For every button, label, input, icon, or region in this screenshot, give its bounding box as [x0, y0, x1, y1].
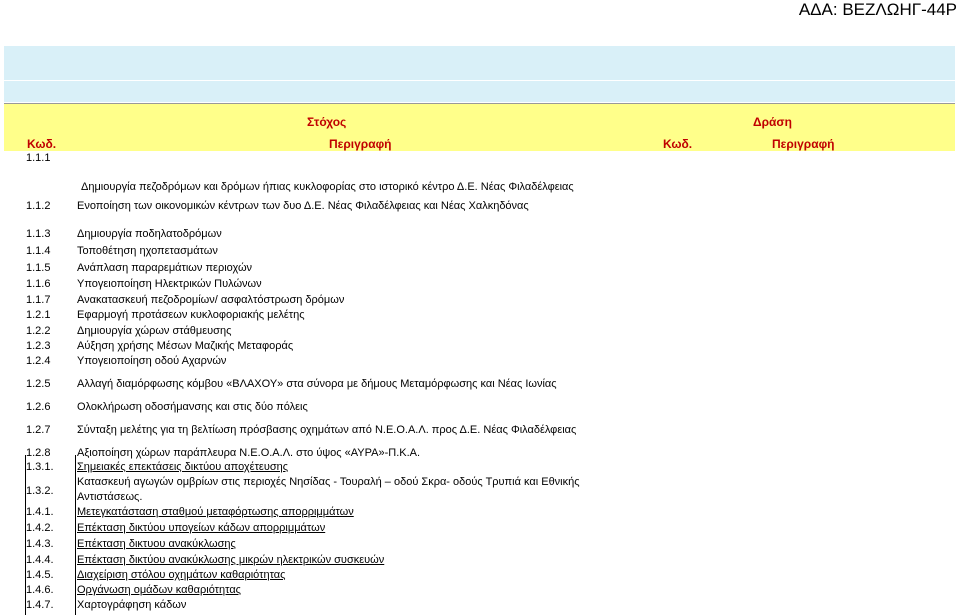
row-code: 1.3.1. — [26, 461, 54, 473]
row-description: Δημιουργία πεζοδρόμων και δρόμων ήπιας κυκλοφορίας στο ιστορικό κέντρο Δ.Ε. Νέας Φιλαδέλφειας — [81, 181, 574, 193]
row-code: 1.4.7. — [26, 599, 54, 611]
row-code: 1.2.2 — [26, 325, 51, 337]
row-description: Δημιουργία ποδηλατοδρόμων — [77, 228, 222, 240]
action-code-header: Κωδ. — [663, 137, 693, 151]
row-code: 1.2.1 — [26, 309, 51, 321]
row-description-text: Μετεγκατάσταση σταθμού μεταφόρτωσης απορριμμάτων — [77, 506, 354, 518]
table-gridline — [75, 455, 76, 615]
row-code: 1.2.6 — [26, 401, 51, 413]
row-description: Κατασκευή αγωγών ομβρίων στις περιοχές Νησίδας - Τουραλή – οδού Σκρα- οδούς Τρυπιά και Εθνικής Αντιστάσεως. — [77, 476, 580, 503]
row-code: 1.1.4 — [26, 245, 51, 257]
row-description-text: Σημειακές επεκτάσεις δικτύου αποχέτευσης — [77, 461, 289, 473]
row-description — [77, 569, 955, 581]
goal-description-header: Περιγραφή — [329, 137, 392, 151]
action-description-header: Περιγραφή — [772, 137, 835, 151]
row-description — [77, 584, 955, 596]
row-code: 1.2.8 — [26, 447, 51, 459]
row-description: Αύξηση χρήσης Μέσων Μαζικής Μεταφοράς — [77, 340, 294, 352]
row-code: 1.2.5 — [26, 378, 51, 390]
row-description-text: Επέκταση δικτύου υπογείων κάδων απορριμμάτων — [77, 522, 326, 534]
row-description: Αξιοποίηση χώρων παράπλευρα Ν.Ε.Ο.Α.Λ. στο ύψος «ΑΥΡΑ»-Π.Κ.Α. — [77, 447, 421, 459]
row-code: 1.4.1. — [26, 506, 54, 518]
row-code: 1.1.7 — [26, 294, 51, 306]
row-description: Ολοκλήρωση οδοσήμανσης και στις δύο πόλεις — [77, 401, 308, 413]
ada-watermark: ΑΔΑ: ΒΕΖΛΩΗΓ-44Ρ — [798, 0, 957, 19]
action-header: Δράση — [753, 115, 792, 129]
row-description: Δημιουργία χώρων στάθμευσης — [77, 325, 232, 337]
table-gridline — [25, 455, 26, 615]
row-description: Υπογειοποίηση Ηλεκτρικών Πυλώνων — [77, 278, 262, 290]
goal-header: Στόχος — [307, 115, 347, 129]
row-code: 1.4.3. — [26, 538, 54, 550]
row-description — [77, 506, 955, 518]
row-description-text: Επέκταση δικτύου ανακύκλωσης μικρών ηλεκτρικών συσκευών — [77, 554, 385, 566]
row-code: 1.1.5 — [26, 262, 51, 274]
row-code: 1.2.7 — [26, 424, 51, 436]
row-description — [77, 538, 955, 550]
row-code: 1.1.3 — [26, 228, 51, 240]
row-code: 1.4.2. — [26, 522, 54, 534]
row-description: Αλλαγή διαμόρφωσης κόμβου «ΒΛΑΧΟΥ» στα σύνορα με δήμους Μεταμόρφωσης και Νέας Ιωνίας — [77, 378, 557, 390]
row-code: 1.2.4 — [26, 355, 51, 367]
row-description: Τοποθέτηση ηχοπετασμάτων — [77, 245, 218, 257]
row-description — [77, 554, 955, 566]
row-description — [77, 522, 955, 534]
row-description: Υπογειοποίηση οδού Αχαρνών — [77, 355, 227, 367]
row-description-text: Επέκταση δικτυου ανακύκλωσης — [77, 538, 236, 550]
row-code: 1.1.2 — [26, 200, 51, 212]
row-description: Ανακατασκευή πεζοδρομίων/ ασφαλτόστρωση δρόμων — [77, 294, 345, 306]
row-description-text: Οργάνωση ομάδων καθαριότητας — [77, 584, 241, 596]
row-description-text: Διαχείριση στόλου οχημάτων καθαριότητας — [77, 569, 286, 581]
row-code: 1.1.6 — [26, 278, 51, 290]
row-code: 1.4.6. — [26, 584, 54, 596]
row-code: 1.2.3 — [26, 340, 51, 352]
row-code: 1.1.1 — [26, 152, 51, 164]
row-description: Χαρτογράφηση κάδων — [77, 599, 187, 611]
row-description: Σύνταξη μελέτης για τη βελτίωση πρόσβασης οχημάτων από Ν.Ε.Ο.Α.Λ. προς Δ.Ε. Νέας Φιλαδέλφειας — [77, 424, 577, 436]
row-description: Εφαρμογή προτάσεων κυκλοφοριακής μελέτης — [77, 309, 305, 321]
row-description: Ενοποίηση των οικονομικών κέντρων των δυο Δ.Ε. Νέας Φιλαδέλφειας και Νέας Χαλκηδόνας — [77, 200, 529, 212]
row-description — [77, 461, 955, 473]
row-code: 1.4.5. — [26, 569, 54, 581]
goal-code-header: Κωδ. — [27, 137, 57, 151]
row-code: 1.4.4. — [26, 554, 54, 566]
row-description: Ανάπλαση παραρεμάτιων περιοχών — [77, 262, 253, 274]
row-code: 1.3.2. — [26, 485, 54, 497]
